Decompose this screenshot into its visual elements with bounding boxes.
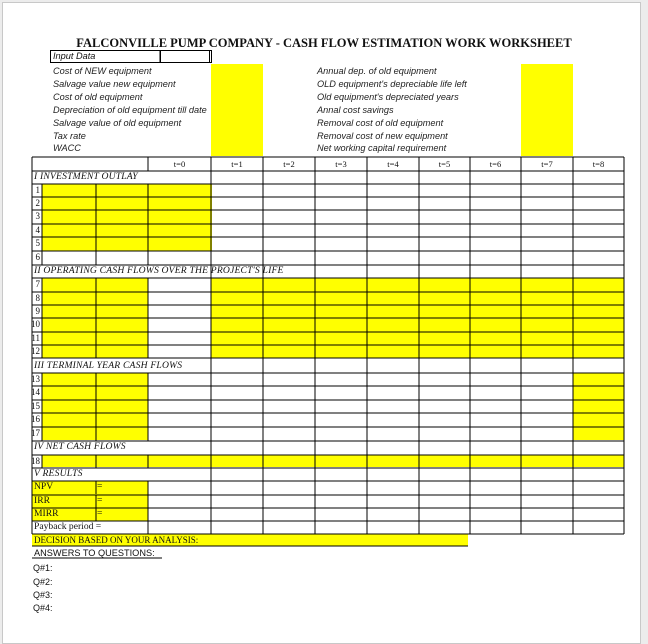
- section-net-cash-flows: IV NET CASH FLOWS: [34, 441, 126, 452]
- investment-outlay-cells[interactable]: [42, 184, 212, 251]
- input-values-right[interactable]: [521, 64, 573, 156]
- period-header: t=7: [541, 159, 553, 169]
- input-label: Tax rate: [53, 130, 86, 141]
- input-label: Salvage value new equipment: [53, 78, 176, 89]
- section-operating-cash-flows: II OPERATING CASH FLOWS OVER THE PROJECT'S LIFE: [34, 265, 284, 276]
- mirr-label: MIRR: [34, 508, 59, 519]
- input-data-heading: Input Data: [50, 50, 210, 63]
- period-header: t=3: [335, 159, 347, 169]
- period-header: t=6: [489, 159, 502, 169]
- section-terminal-year: III TERMINAL YEAR CASH FLOWS: [34, 360, 183, 371]
- operating-cf-period-cells[interactable]: [211, 278, 624, 358]
- operating-cf-left-cells[interactable]: [42, 278, 148, 358]
- terminal-t8-cells[interactable]: [573, 373, 624, 440]
- irr-label: IRR: [34, 495, 50, 506]
- period-header: t=5: [438, 159, 451, 169]
- npv-label: NPV: [34, 481, 54, 492]
- question-2: Q#2:: [33, 577, 53, 587]
- input-label: OLD equipment's depreciable life left: [317, 78, 467, 89]
- input-label: Net working capital requirement: [317, 143, 447, 154]
- row-number: 11: [31, 333, 40, 343]
- input-left-list: [53, 65, 207, 155]
- input-label: Old equipment's depreciated years: [317, 91, 459, 102]
- irr-equals: =: [97, 495, 103, 506]
- question-1: Q#1:: [33, 563, 53, 573]
- row-number: 16: [31, 414, 40, 424]
- npv-equals: =: [97, 481, 103, 492]
- input-label: Cost of NEW equipment: [53, 66, 152, 76]
- input-label: Removal cost of new equipment: [317, 130, 448, 141]
- row-number: 2: [35, 198, 40, 208]
- section-results: V RESULTS: [34, 468, 83, 479]
- answers-heading: ANSWERS TO QUESTIONS:: [34, 548, 155, 558]
- terminal-left-cells[interactable]: [42, 373, 148, 440]
- row-number: 8: [35, 293, 40, 303]
- period-header: t=8: [592, 159, 605, 169]
- question-3: Q#3:: [33, 590, 53, 600]
- input-values-left[interactable]: [211, 64, 263, 156]
- row-number: 3: [35, 211, 40, 221]
- input-data-heading-cell: [160, 50, 212, 63]
- period-header: t=0: [173, 159, 186, 169]
- input-label: Salvage value of old equipment: [53, 117, 182, 128]
- decision-label: DECISION BASED ON YOUR ANALYSIS:: [34, 535, 199, 545]
- input-label: WACC: [53, 143, 81, 154]
- input-label: Removal cost of old equipment: [317, 117, 444, 128]
- question-4: Q#4:: [33, 603, 53, 613]
- worksheet-title: FALCONVILLE PUMP COMPANY - CASH FLOW ESTIMATION WORK WORKSHEET: [76, 36, 572, 50]
- period-header: t=4: [387, 159, 399, 169]
- period-header: t=2: [283, 159, 295, 169]
- input-label: Depreciation of old equipment till date: [53, 104, 207, 115]
- input-label: Annal cost savings: [317, 104, 394, 115]
- input-label: Cost of old equipment: [53, 91, 143, 102]
- net-cash-flow-cells[interactable]: [42, 455, 624, 467]
- row-number: 1: [35, 185, 40, 195]
- input-right-list: [317, 65, 467, 155]
- row-number: 13: [31, 374, 40, 384]
- mirr-equals: =: [97, 508, 103, 519]
- row-number: 5: [35, 238, 40, 248]
- row-number: 6: [35, 252, 40, 262]
- section-investment-outlay: I INVESTMENT OUTLAY: [34, 171, 138, 182]
- row-number: 7: [35, 279, 40, 289]
- input-label: Annual dep. of old equipment: [317, 66, 437, 76]
- row-number: 10: [31, 319, 40, 329]
- row-number: 18: [31, 456, 40, 466]
- row-number: 4: [35, 225, 40, 235]
- row-number: 17: [31, 428, 40, 438]
- payback-label: Payback period =: [34, 521, 102, 532]
- row-number: 12: [31, 346, 40, 356]
- row-number: 9: [35, 306, 40, 316]
- period-header: t=1: [231, 159, 243, 169]
- row-number: 14: [31, 387, 40, 397]
- row-number: 15: [31, 401, 40, 411]
